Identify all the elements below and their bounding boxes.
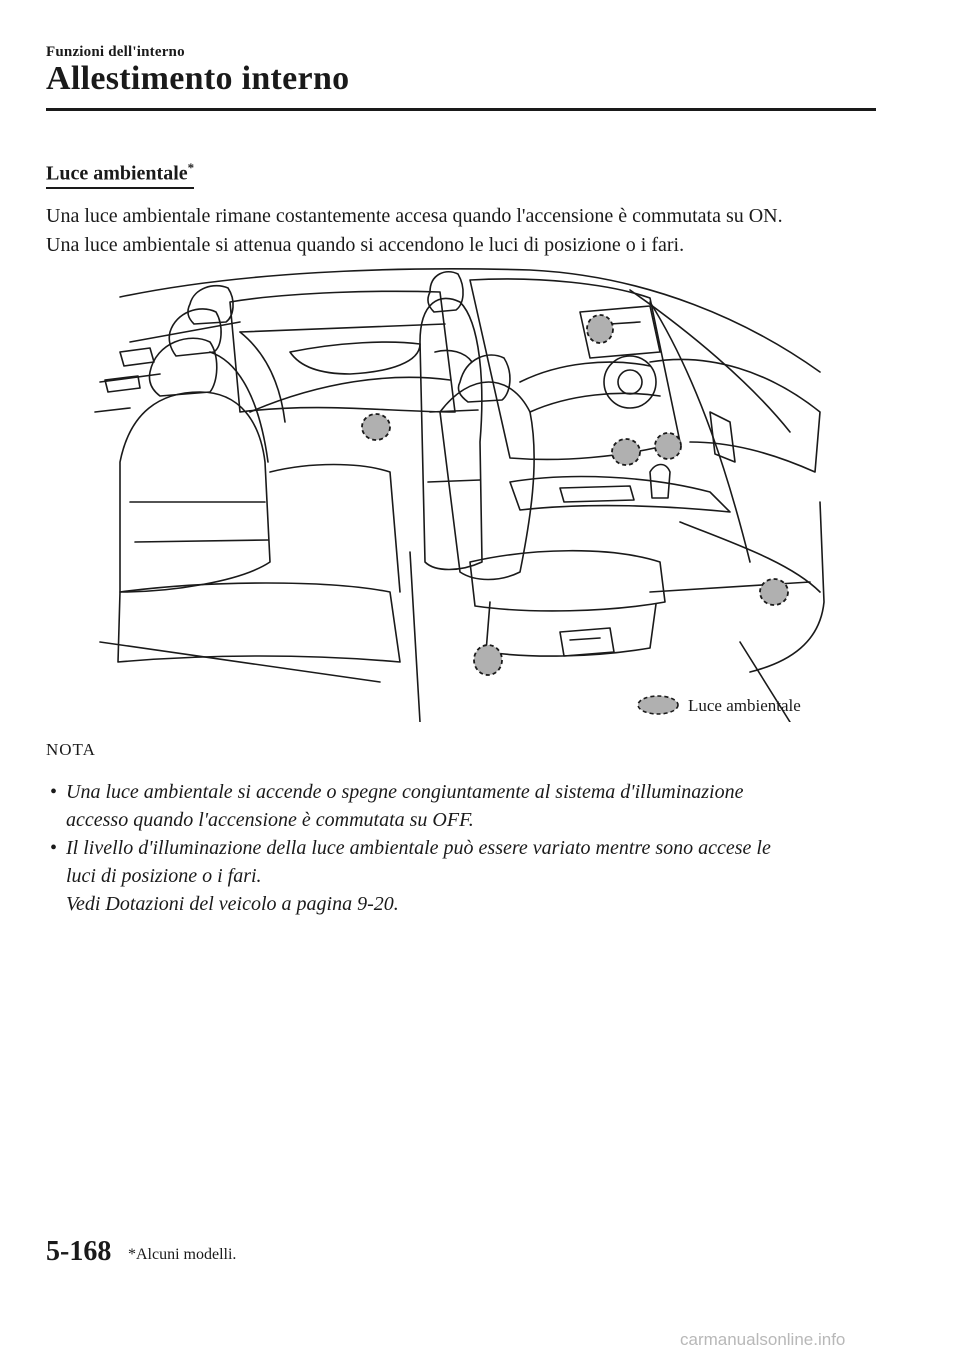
note-line: Il livello d'illuminazione della luce ambientale può essere variato mentre sono accese le (66, 837, 771, 859)
legend-label: Luce ambientale (688, 696, 801, 715)
bullet: • (50, 781, 58, 803)
note-cross-reference[interactable]: Vedi Dotazioni del veicolo a pagina 9-20. (66, 893, 399, 915)
figure-legend (638, 696, 801, 715)
legend-swatch (638, 696, 678, 714)
note-line: Una luce ambientale si accende o spegne congiuntamente al sistema d'illuminazione (66, 781, 744, 803)
car-interior-illustration (90, 262, 830, 722)
body-text (46, 202, 906, 260)
bullet: • (50, 837, 58, 859)
watermark: carmanualsonline.info (680, 1330, 846, 1349)
page-title: Allestimento interno (46, 60, 350, 97)
note-item (46, 778, 876, 834)
note-label: NOTA (46, 740, 96, 759)
note-line: accesso quando l'accensione è commutata su OFF. (66, 809, 474, 831)
subsection-heading (46, 160, 194, 189)
page-number: 5-168 (46, 1236, 112, 1267)
models-marker: * (187, 160, 195, 175)
footnote: *Alcuni modelli. (128, 1246, 237, 1263)
title-divider (46, 108, 876, 111)
body-paragraph: Una luce ambientale si attenua quando si accendono le luci di posizione o i fari. (46, 234, 685, 256)
note-list (46, 778, 876, 918)
section-label: Funzioni dell'interno (46, 44, 185, 60)
note-line: luci di posizione o i fari. (66, 865, 262, 887)
body-paragraph: Una luce ambientale rimane costantemente accesa quando l'accensione è commutata su ON. (46, 205, 783, 227)
note-item (46, 834, 876, 918)
subsection-title: Luce ambientale (46, 162, 188, 185)
